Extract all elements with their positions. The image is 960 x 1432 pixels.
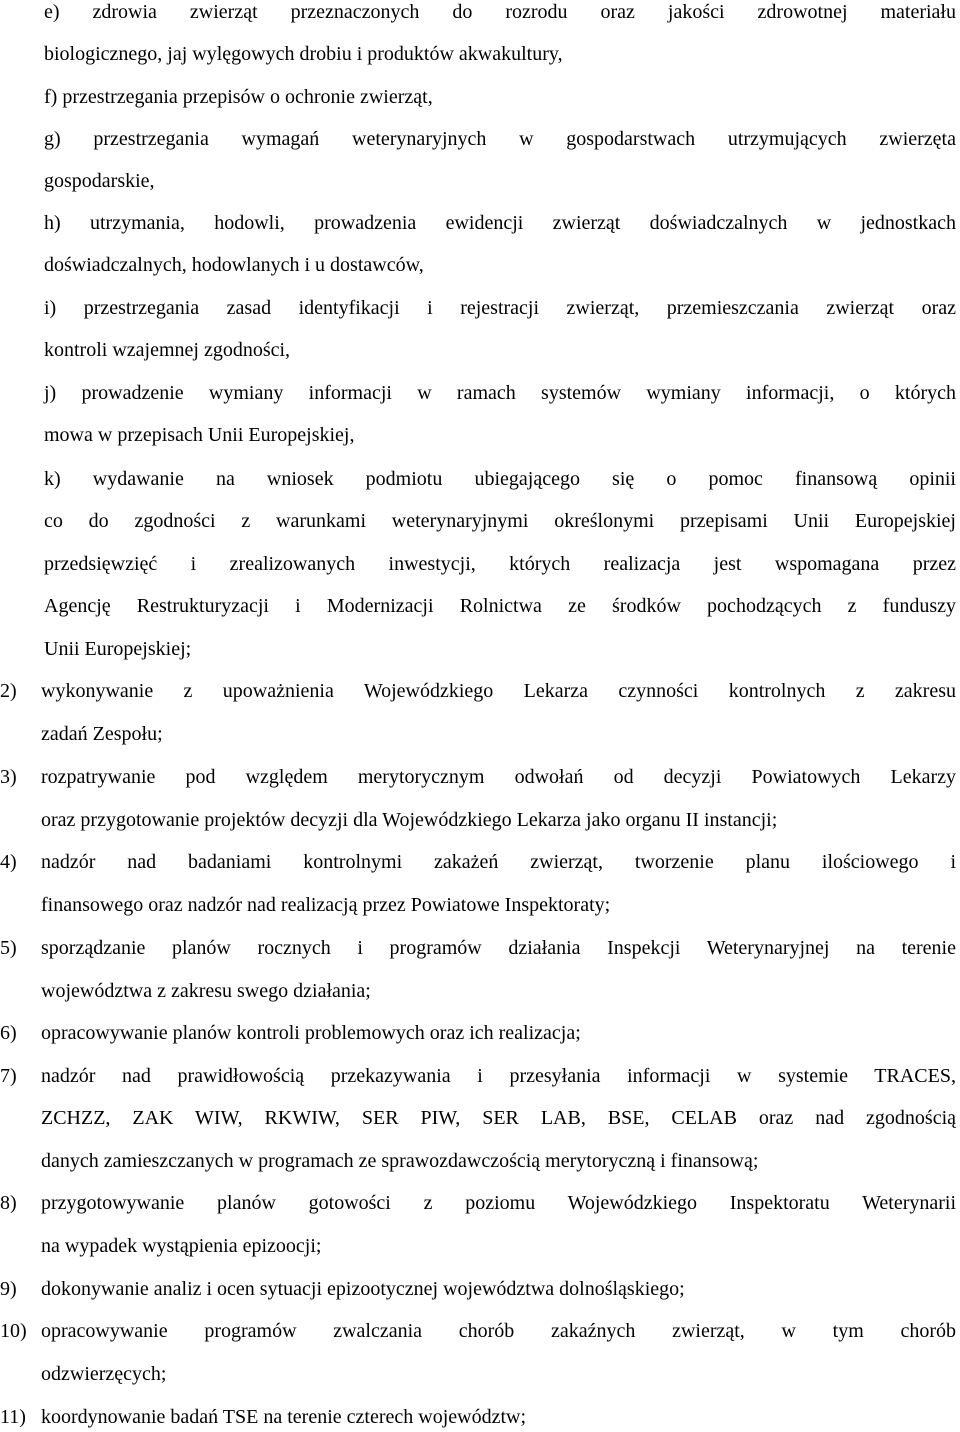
item-5-line-2: województwa z zakresu swego działania;	[41, 980, 371, 1002]
sub-item-e-line-1: e) zdrowia zwierząt przeznaczonych do rozrodu oraz jakości zdrowotnej materiału	[44, 1, 956, 23]
item-2-line-1: wykonywanie z upoważnienia Wojewódzkiego Lekarza czynności kontrolnych z zakresu	[41, 680, 956, 702]
sub-item-e-line-2: biologicznego, jaj wylęgowych drobiu i produktów akwakultury,	[44, 43, 563, 65]
item-10-line-2: odzwierzęcych;	[41, 1363, 167, 1385]
item-8-line-1: przygotowywanie planów gotowości z poziomu Wojewódzkiego Inspektoratu Weterynarii	[41, 1192, 956, 1214]
sub-item-j-line-1: j) prowadzenie wymiany informacji w ramach systemów wymiany informacji, o których	[44, 382, 956, 404]
item-7-line-3: danych zamieszczanych w programach ze sprawozdawczością merytoryczną i finansową;	[41, 1150, 759, 1172]
item-number: 4)	[0, 851, 17, 873]
item-6-line-1: opracowywanie planów kontroli problemowych oraz ich realizacja;	[41, 1022, 581, 1044]
sub-item-k-line-5: Unii Europejskiej;	[44, 638, 192, 660]
sub-item-h-line-1: h) utrzymania, hodowli, prowadzenia ewidencji zwierząt doświadczalnych w jednostkach	[44, 212, 956, 234]
item-4-line-1: nadzór nad badaniami kontrolnymi zakażeń zwierząt, tworzenie planu ilościowego i	[41, 851, 956, 873]
item-number: 10)	[0, 1320, 27, 1342]
item-7-line-1: nadzór nad prawidłowością przekazywania i przesyłania informacji w systemie TRACES,	[41, 1065, 956, 1087]
item-7-line-2: ZCHZZ, ZAK WIW, RKWIW, SER PIW, SER LAB, BSE, CELAB oraz nad zgodnością	[41, 1107, 956, 1129]
sub-item-k-line-1: k) wydawanie na wniosek podmiotu ubiegającego się o pomoc finansową opinii	[44, 468, 956, 490]
sub-item-g-line-2: gospodarskie,	[44, 170, 155, 192]
item-number: 11)	[0, 1406, 26, 1428]
item-9-line-1: dokonywanie analiz i ocen sytuacji epizootycznej województwa dolnośląskiego;	[41, 1278, 685, 1300]
item-8-line-2: na wypadek wystąpienia epizoocji;	[41, 1235, 322, 1257]
item-3-line-2: oraz przygotowanie projektów decyzji dla Wojewódzkiego Lekarza jako organu II instancji;	[41, 809, 778, 831]
item-3-line-1: rozpatrywanie pod względem merytorycznym odwołań od decyzji Powiatowych Lekarzy	[41, 766, 956, 788]
item-4-line-2: finansowego oraz nadzór nad realizacją przez Powiatowe Inspektoraty;	[41, 894, 611, 916]
sub-item-j-line-2: mowa w przepisach Unii Europejskiej,	[44, 424, 355, 446]
sub-item-g-line-1: g) przestrzegania wymagań weterynaryjnych w gospodarstwach utrzymujących zwierzęta	[44, 128, 956, 150]
item-number: 6)	[0, 1022, 17, 1044]
item-number: 3)	[0, 766, 17, 788]
item-11-line-1: koordynowanie badań TSE na terenie czterech województw;	[41, 1406, 526, 1428]
item-number: 5)	[0, 937, 17, 959]
item-number: 2)	[0, 680, 17, 702]
item-number: 7)	[0, 1065, 17, 1087]
item-5-line-1: sporządzanie planów rocznych i programów działania Inspekcji Weterynaryjnej na terenie	[41, 937, 956, 959]
sub-item-k-line-2: co do zgodności z warunkami weterynaryjnymi określonymi przepisami Unii Europejskiej	[44, 510, 956, 532]
item-10-line-1: opracowywanie programów zwalczania chorób zakaźnych zwierząt, w tym chorób	[41, 1320, 956, 1342]
sub-item-k-line-3: przedsięwzięć i zrealizowanych inwestycji, których realizacja jest wspomagana przez	[44, 553, 956, 575]
item-2-line-2: zadań Zespołu;	[41, 723, 163, 745]
sub-item-f-line-1: f) przestrzegania przepisów o ochronie zwierząt,	[44, 86, 433, 108]
sub-item-i-line-1: i) przestrzegania zasad identyfikacji i rejestracji zwierząt, przemieszczania zwierząt oraz	[44, 297, 956, 319]
sub-item-k-line-4: Agencję Restrukturyzacji i Modernizacji Rolnictwa ze środków pochodzących z funduszy	[44, 595, 956, 617]
sub-item-h-line-2: doświadczalnych, hodowlanych i u dostawców,	[44, 254, 424, 276]
item-number: 9)	[0, 1278, 17, 1300]
sub-item-i-line-2: kontroli wzajemnej zgodności,	[44, 339, 291, 361]
item-number: 8)	[0, 1192, 17, 1214]
